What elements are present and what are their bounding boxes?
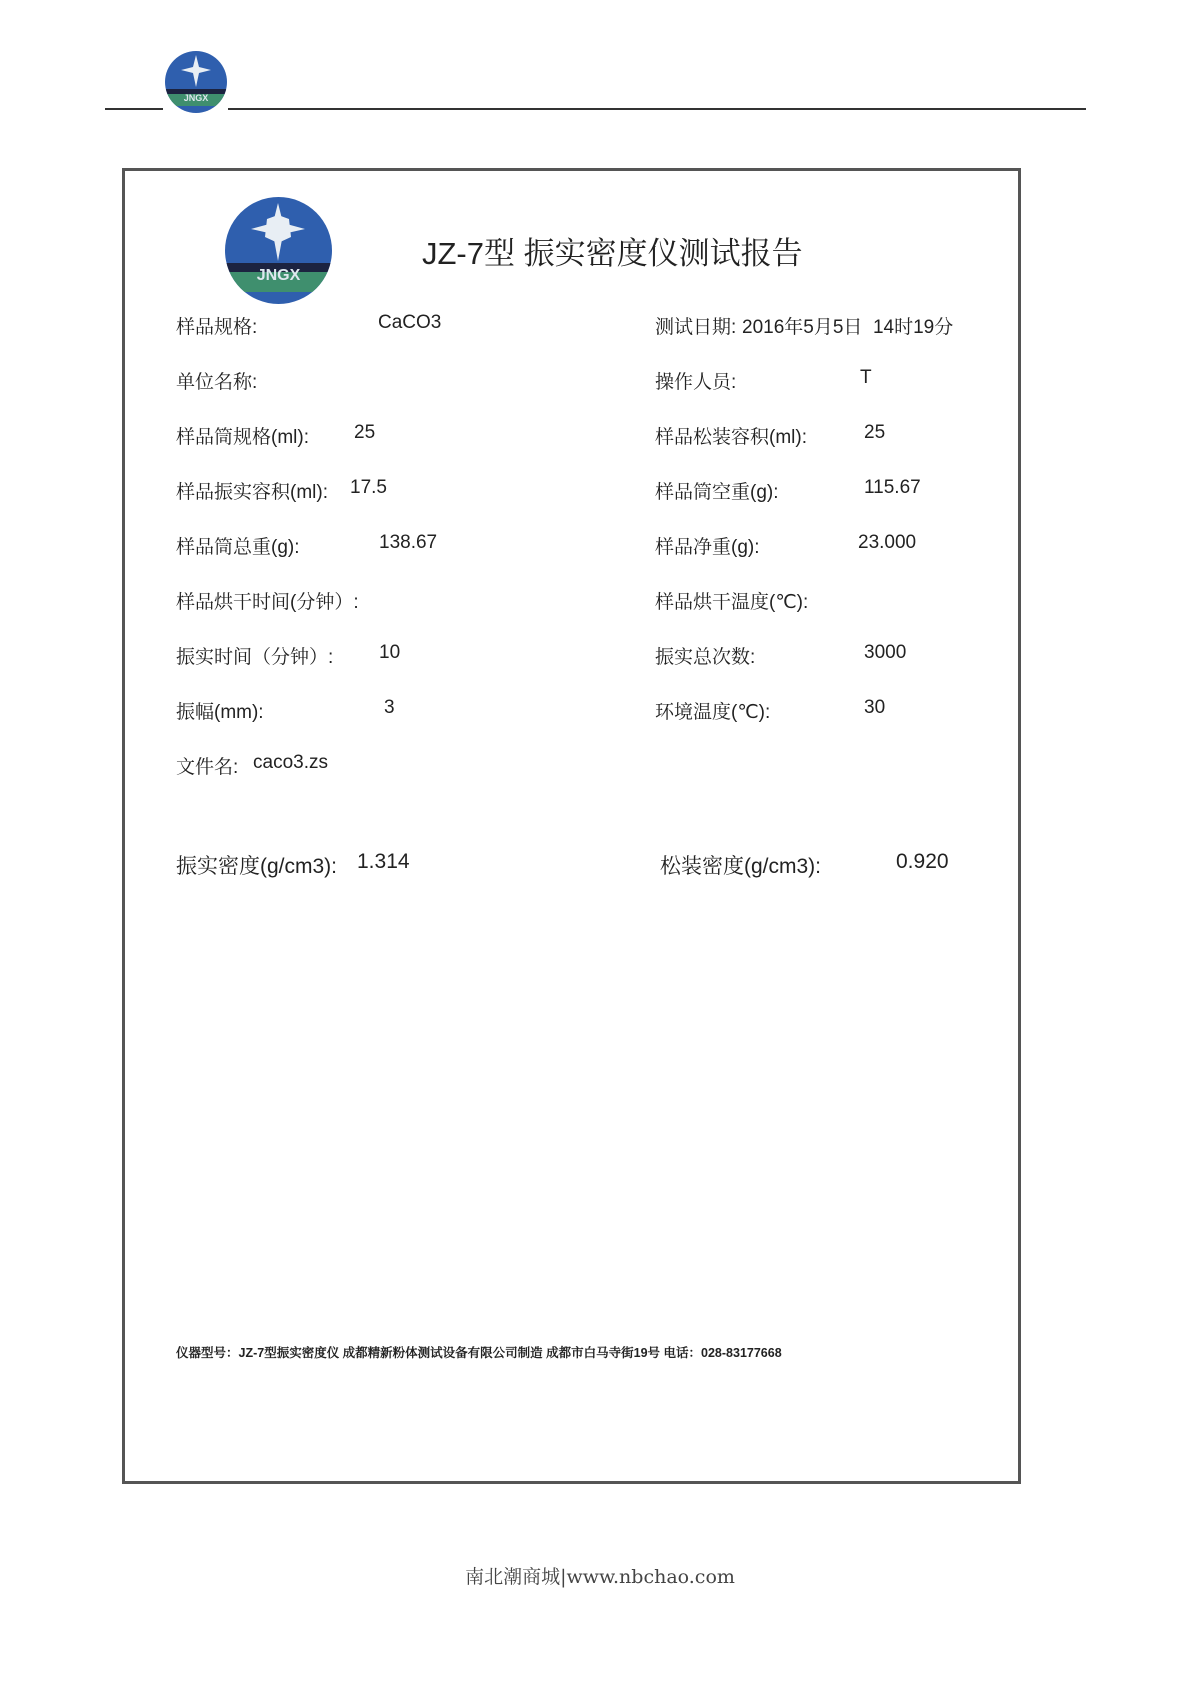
field-label: 环境温度(℃):	[655, 702, 771, 723]
field-label: 振实总次数:	[655, 647, 756, 668]
header-rule-left	[105, 108, 163, 110]
field-value: 138.67	[379, 532, 438, 553]
star-icon	[225, 197, 332, 265]
field-value: 30	[864, 697, 886, 718]
header-logo-text: JNGX	[183, 93, 209, 103]
report-footer: 仪器型号：JZ-7型振实密度仪 成都精新粉体测试设备有限公司制造 成都市白马寺街19号 电话：028-83177668	[176, 1346, 782, 1360]
field-label: 样品规格:	[176, 317, 258, 338]
field-label: 单位名称:	[176, 372, 258, 393]
tap-density-label: 振实密度(g/cm3):	[176, 855, 338, 878]
field-value: T	[860, 367, 872, 388]
header-rule-right	[228, 108, 1086, 110]
field-value: 10	[379, 642, 401, 663]
report-logo	[225, 197, 332, 304]
field-label: 样品筒规格(ml):	[176, 427, 309, 448]
field-value: 25	[354, 422, 376, 443]
field-label: 样品烘干时间(分钟）:	[176, 592, 359, 613]
field-label: 样品筒总重(g):	[176, 537, 300, 558]
field-label: 样品烘干温度(℃):	[655, 592, 809, 613]
report-frame	[122, 168, 1021, 1484]
field-value: 25	[864, 422, 886, 443]
field-label: 振实时间（分钟）:	[176, 647, 334, 668]
field-label: 样品净重(g):	[655, 537, 760, 558]
bulk-density-value: 0.920	[896, 850, 949, 873]
tap-density-value: 1.314	[357, 850, 410, 873]
field-label: 测试日期:	[655, 317, 737, 338]
field-label: 样品松装容积(ml):	[655, 427, 807, 448]
field-value: 17.5	[350, 477, 387, 498]
field-value: 23.000	[858, 532, 917, 553]
field-label: 文件名:	[176, 757, 239, 778]
field-value: CaCO3	[378, 312, 442, 333]
field-value: 115.67	[864, 477, 921, 498]
field-value: 2016年5月5日 14时19分	[742, 317, 954, 338]
report-title: JZ-7型 振实密度仪测试报告	[422, 236, 803, 271]
field-value: 3	[384, 697, 395, 718]
report-logo-text: JNGX	[256, 267, 301, 284]
bulk-density-label: 松装密度(g/cm3):	[660, 855, 822, 878]
header-logo	[165, 51, 227, 113]
field-label: 操作人员:	[655, 372, 737, 393]
field-label: 样品振实容积(ml):	[176, 482, 328, 503]
field-label: 振幅(mm):	[176, 702, 264, 723]
field-value: 3000	[864, 642, 907, 663]
star-icon	[165, 51, 227, 91]
watermark: 南北潮商城|www.nbchao.com	[465, 1566, 735, 1588]
field-label: 样品筒空重(g):	[655, 482, 779, 503]
field-value: caco3.zs	[253, 752, 328, 773]
